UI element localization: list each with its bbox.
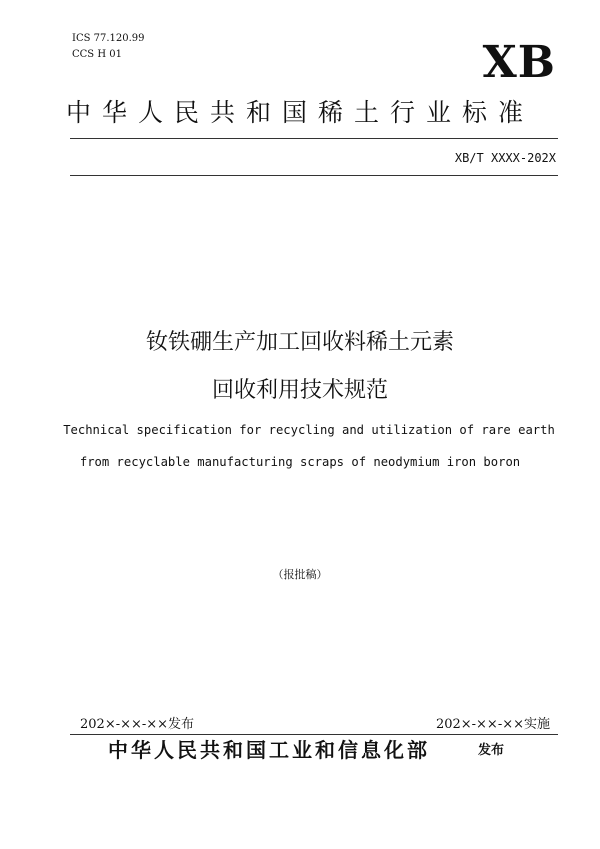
implement-date: 202×-××-××实施 — [435, 717, 550, 732]
xb-logo: XB — [482, 37, 556, 88]
footer-divider — [70, 734, 558, 735]
title-chinese-line-1: 钕铁硼生产加工回收料稀土元素 — [145, 330, 454, 355]
title-english-line-2: from recyclable manufacturing scraps of neodymium iron boron — [79, 455, 521, 469]
top-divider — [70, 138, 558, 139]
publish-date: 202×-××-××发布 — [80, 717, 195, 732]
issuer-suffix: 发布 — [478, 743, 505, 758]
title-chinese-line-2: 回收利用技术规范 — [211, 378, 388, 403]
ccs-code: CCS H 01 — [72, 49, 122, 60]
issuer-name: 中华人民共和国工业和信息化部 — [108, 738, 430, 762]
header-divider — [70, 175, 558, 176]
standard-number: XB/T XXXX-202X — [454, 151, 556, 165]
industry-standard-title: 中华人民共和国稀土行业标准 — [65, 98, 534, 127]
title-english-line-1: Technical specification for recycling and utilization of rare earth — [63, 423, 555, 437]
ics-code: ICS 77.120.99 — [72, 33, 145, 44]
draft-status: （报批稿） — [272, 568, 328, 581]
